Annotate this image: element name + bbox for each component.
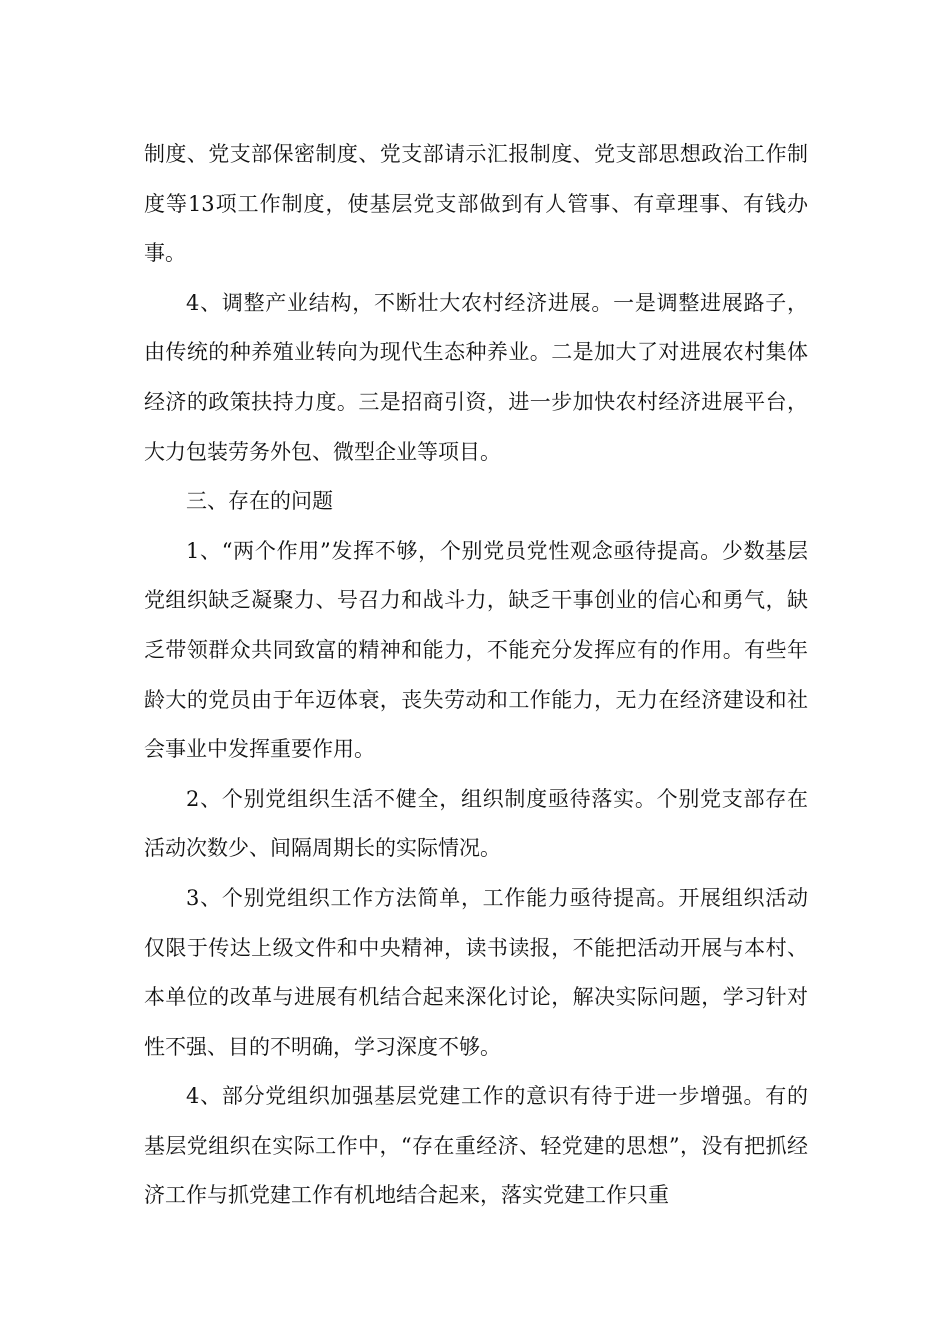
paragraph-item-2-organization-life: 2、个别党组织生活不健全，组织制度亟待落实。个别党支部存在活动次数少、间隔周期长的实际情况。 (144, 786, 808, 861)
paragraph-item-4-party-building: 4、部分党组织加强基层党建工作的意识有待于进一步增强。有的基层党组织在实际工作中，“存在重经济、轻党建的思想”，没有把抓经济工作与抓党建工作有机地结合起来，落实党建工作只重 (144, 1084, 808, 1208)
paragraph-continuation: 制度、党支部保密制度、党支部请示汇报制度、党支部思想政治工作制度等13项工作制度，使基层党支部做到有人管事、有章理事、有钱办事。 (144, 142, 808, 266)
section-heading-problems: 三、存在的问题 (186, 489, 333, 514)
paragraph-item-4-industry: 4、调整产业结构，不断壮大农村经济进展。一是调整进展路子，由传统的种养殖业转向为现代生态种养业。二是加大了对进展农村集体经济的政策扶持力度。三是招商引资，进一步加快农村经济进展平台，大力包装劳务外包、微型企业等项目。 (144, 290, 808, 464)
paragraph-item-1-two-roles: 1、“两个作用”发挥不够，个别党员党性观念亟待提高。少数基层党组织缺乏凝聚力、号召力和战斗力，缺乏干事创业的信心和勇气，缺乏带领群众共同致富的精神和能力，不能充分发挥应有的作用。有些年龄大的党员由于年迈体衰，丧失劳动和工作能力，无力在经济建设和社会事业中发挥重要作用。 (144, 538, 808, 762)
document-body (144, 130, 808, 1221)
paragraph-item-3-work-methods: 3、个别党组织工作方法简单，工作能力亟待提高。开展组织活动仅限于传达上级文件和中央精神，读书读报，不能把活动开展与本村、本单位的改革与进展有机结合起来深化讨论，解决实际问题，学习针对性不强、目的不明确，学习深度不够。 (144, 885, 808, 1059)
